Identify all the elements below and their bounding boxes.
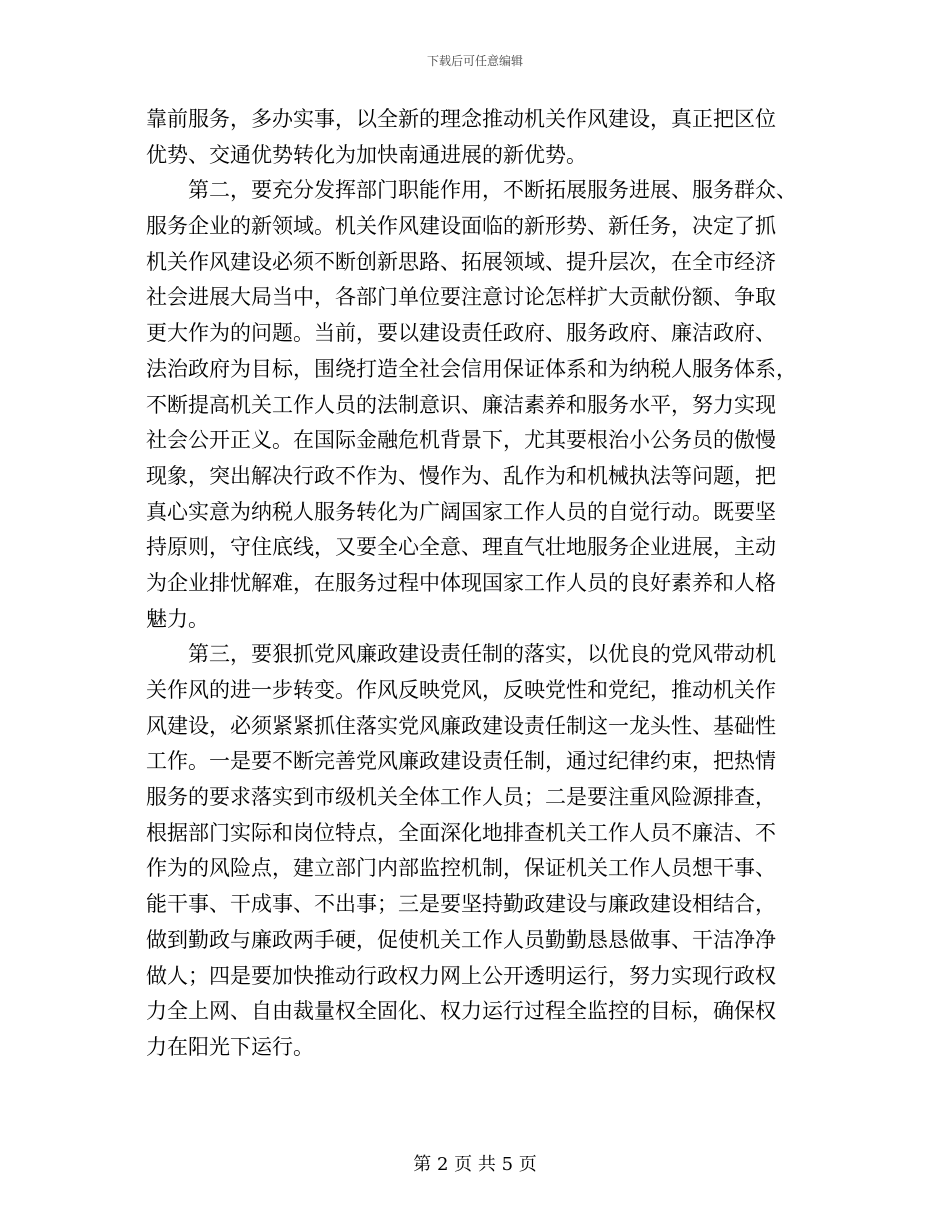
text-line: 现象，突出解决行政不作为、慢作为、乱作为和机械执法等问题，把 [146, 463, 776, 488]
text-line: 真心实意为纳税人服务转化为广阔国家工作人员的自觉行动。既要坚 [146, 499, 776, 524]
text-line: 优势、交通优势转化为加快南通进展的新优势。 [146, 142, 587, 167]
text-line: 持原则，守住底线，又要全心全意、理直气壮地服务企业进展，主动 [146, 535, 776, 560]
text-line: 服务的要求落实到市级机关全体工作人员；二是要注重风险源排查， [146, 785, 776, 810]
text-line: 能干事、干成事、不出事；三是要坚持勤政建设与廉政建设相结合， [146, 892, 776, 917]
text-line: 服务企业的新领域。机关作风建设面临的新形势、新任务，决定了抓 [146, 214, 776, 239]
text-line: 力全上网、自由裁量权全固化、权力运行过程全监控的目标，确保权 [146, 999, 776, 1024]
text-line: 不断提高机关工作人员的法制意识、廉洁素养和服务水平，努力实现 [146, 392, 776, 417]
text-line: 机关作风建设必须不断创新思路、拓展领域、提升层次，在全市经济 [146, 249, 776, 274]
text-line: 社会进展大局当中，各部门单位要注意讨论怎样扩大贡献份额、争取 [146, 285, 776, 310]
text-line: 关作风的进一步转变。作风反映党风，反映党性和党纪，推动机关作 [146, 678, 776, 702]
text-line: 更大作为的问题。当前，要以建设责任政府、服务政府、廉洁政府、 [146, 321, 776, 346]
page-header: 下载后可任意编辑 [426, 54, 523, 68]
text-line: 为企业排忧解难，在服务过程中体现国家工作人员的良好素养和人格 [146, 570, 776, 595]
paragraph-start-line: 第二，要充分发挥部门职能作用，不断拓展服务进展、服务群众、 [188, 178, 797, 203]
text-line: 力在阳光下运行。 [146, 1034, 314, 1059]
paragraph-start-line: 第三，要狠抓党风廉政建设责任制的落实，以优良的党风带动机 [188, 642, 776, 667]
text-line: 魅力。 [146, 606, 209, 631]
text-line: 法治政府为目标，围绕打造全社会信用保证体系和为纳税人服务体系， [146, 356, 797, 381]
text-line: 社会公开正义。在国际金融危机背景下，尤其要根治小公务员的傲慢 [146, 428, 776, 453]
text-line: 根据部门实际和岗位特点，全面深化地排查机关工作人员不廉洁、不 [146, 820, 776, 845]
text-line: 做人；四是要加快推动行政权力网上公开透明运行，努力实现行政权 [146, 963, 776, 988]
text-line: 靠前服务，多办实事，以全新的理念推动机关作风建设，真正把区位 [146, 107, 776, 131]
text-line: 作为的风险点，建立部门内部监控机制，保证机关工作人员想干事、 [146, 856, 776, 881]
page-number-footer: 第 2 页 共 5 页 [413, 1154, 537, 1175]
text-line: 工作。一是要不断完善党风廉政建设责任制，通过纪律约束，把热情 [146, 749, 776, 774]
text-line: 做到勤政与廉政两手硬，促使机关工作人员勤勤恳恳做事、干洁净净 [146, 927, 776, 952]
document-body [146, 102, 816, 1066]
text-line: 风建设，必须紧紧抓住落实党风廉政建设责任制这一龙头性、基础性 [146, 713, 776, 738]
